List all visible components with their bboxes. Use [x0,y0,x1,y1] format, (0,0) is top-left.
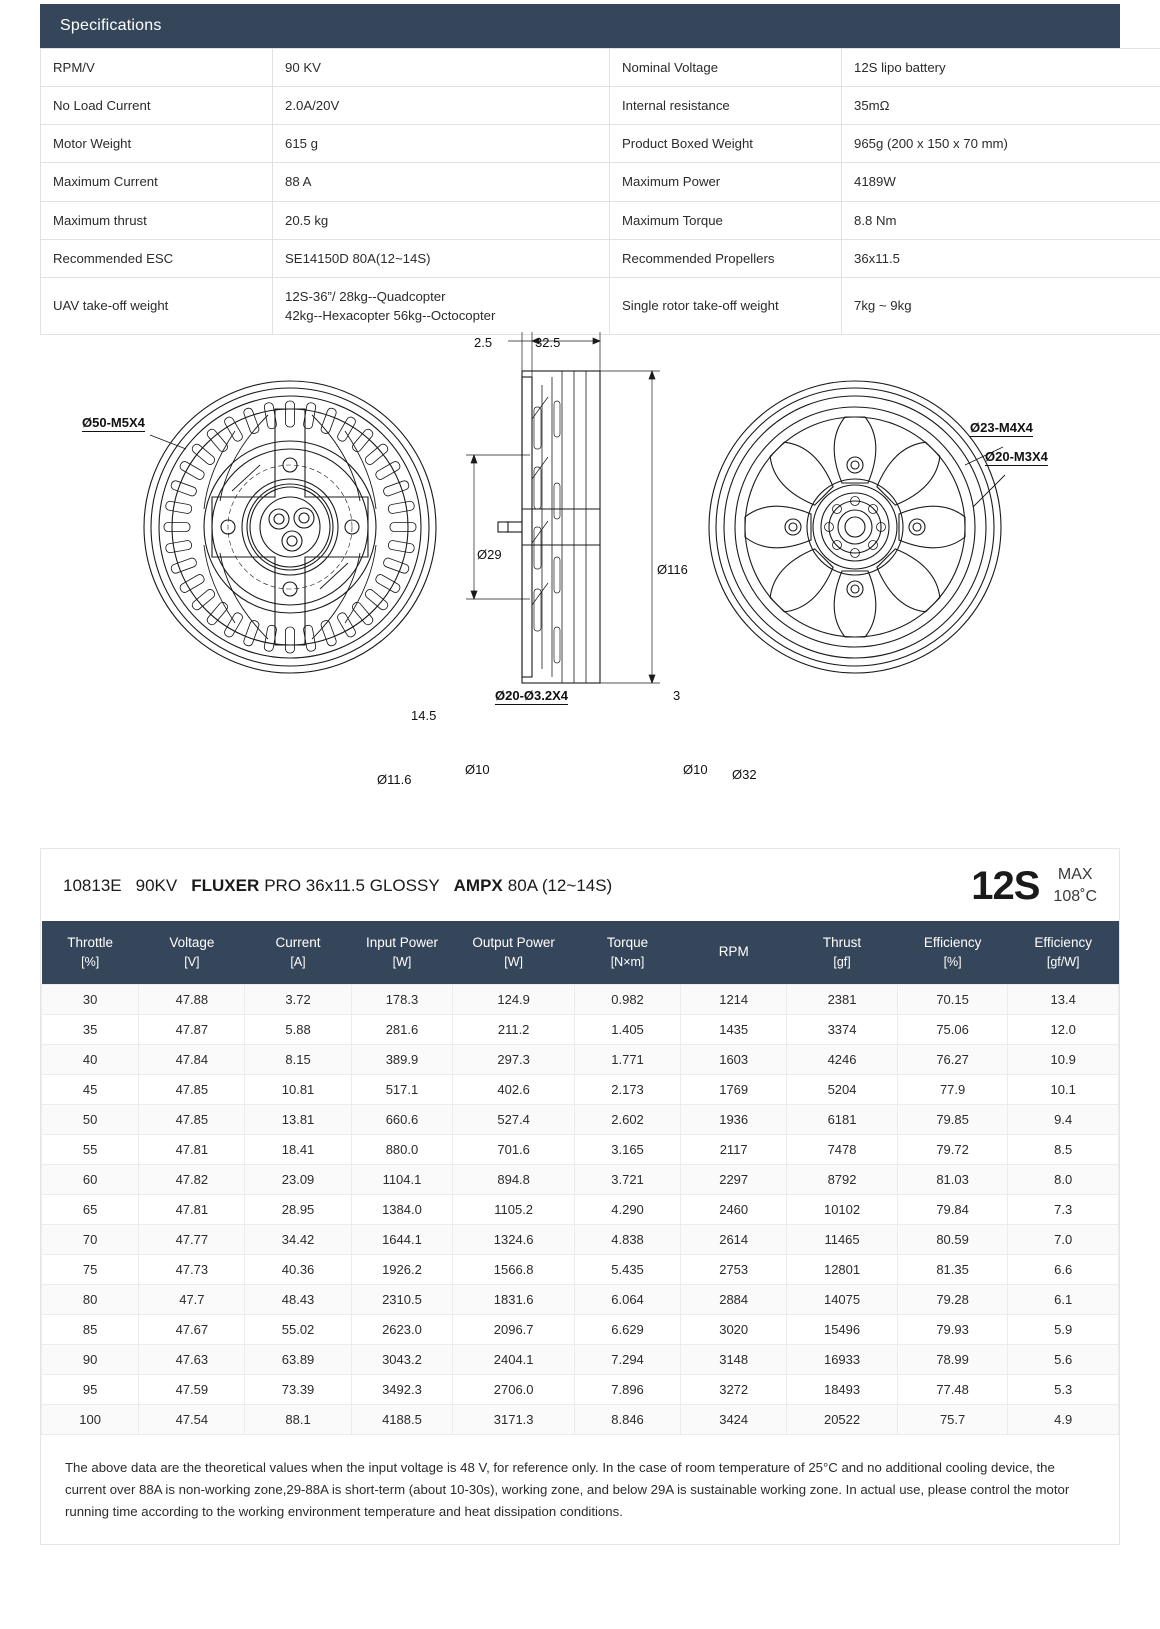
technical-drawing-section [0,322,1160,822]
table-cell: 7478 [787,1135,898,1165]
table-cell: 18493 [787,1375,898,1405]
table-cell: 6.629 [574,1315,680,1345]
table-cell: 73.39 [245,1375,351,1405]
table-cell: 79.72 [897,1135,1008,1165]
spec-label: RPM/V [41,49,273,87]
table-row [42,1165,1119,1195]
table-cell: 40 [42,1045,139,1075]
table-cell: 15496 [787,1315,898,1345]
column-header: RPM [681,921,787,985]
table-cell: 35 [42,1015,139,1045]
table-cell: 6.1 [1008,1285,1119,1315]
spec-value: 90 KV [273,49,610,87]
spec-row [41,163,1160,201]
table-cell: 47.54 [139,1405,245,1435]
table-cell: 48.43 [245,1285,351,1315]
table-cell: 2.602 [574,1105,680,1135]
spec-row [41,87,1160,125]
spec-label-2: Maximum Torque [610,201,842,239]
spec-value: 88 A [273,163,610,201]
table-cell: 47.59 [139,1375,245,1405]
table-cell: 12.0 [1008,1015,1119,1045]
table-cell: 8.846 [574,1405,680,1435]
motor-dimension-drawing [0,322,1160,822]
table-cell: 47.63 [139,1345,245,1375]
table-row [42,1015,1119,1045]
column-header: Efficiency [gf/W] [1008,921,1119,985]
table-cell: 81.35 [897,1255,1008,1285]
shaft-dim-head: Ø11.6 [377,772,412,787]
table-cell: 3.72 [245,985,351,1015]
table-cell: 2381 [787,985,898,1015]
spec-label: Recommended ESC [41,239,273,277]
table-cell: 2.173 [574,1075,680,1105]
table-cell: 4188.5 [351,1405,453,1435]
side-dim-inner-29: Ø29 [477,547,502,562]
column-header: Output Power [W] [453,921,575,985]
performance-footnote: The above data are the theoretical values when the input voltage is 48 V, for reference only. In the case of room temperature of 25°C and no additional cooling device, the current over 88A is non-working zone,29-88A is short-term (about 10-30s), working zone, and below 29A is sustainable working zone. In actual use, please control the motor running time according to the working environment temperature and heat dissipation conditions. [65,1460,1070,1519]
table-cell: 60 [42,1165,139,1195]
column-header: Input Power [W] [351,921,453,985]
table-header-row [42,921,1119,985]
spec-value-2: 8.8 Nm [842,201,1160,239]
table-cell: 5.3 [1008,1375,1119,1405]
spec-label-2: Nominal Voltage [610,49,842,87]
table-cell: 1435 [681,1015,787,1045]
table-cell: 5.435 [574,1255,680,1285]
table-cell: 1566.8 [453,1255,575,1285]
kv-rating: 90KV [135,876,178,895]
table-cell: 75 [42,1255,139,1285]
table-cell: 5204 [787,1075,898,1105]
column-header: Thrust [gf] [787,921,898,985]
table-cell: 28.95 [245,1195,351,1225]
spec-row [41,49,1160,87]
table-cell: 10102 [787,1195,898,1225]
table-cell: 47.82 [139,1165,245,1195]
performance-title-bar [41,849,1119,921]
max-label: MAX [1057,866,1093,884]
side-dim-32-5: 32.5 [535,335,561,350]
brand-name: FLUXER [191,876,260,895]
table-cell: 77.9 [897,1075,1008,1105]
table-row [42,1375,1119,1405]
table-cell: 78.99 [897,1345,1008,1375]
table-cell: 2404.1 [453,1345,575,1375]
specifications-header: Specifications [40,4,1120,48]
table-cell: 389.9 [351,1045,453,1075]
table-row [42,1255,1119,1285]
table-cell: 2753 [681,1255,787,1285]
table-cell: 660.6 [351,1105,453,1135]
column-header: Voltage [V] [139,921,245,985]
table-row [42,1105,1119,1135]
table-cell: 894.8 [453,1165,575,1195]
table-cell: 1769 [681,1075,787,1105]
table-cell: 1.405 [574,1015,680,1045]
table-cell: 65 [42,1195,139,1225]
table-row [42,1045,1119,1075]
spec-label: Maximum Current [41,163,273,201]
table-cell: 47.67 [139,1315,245,1345]
table-cell: 76.27 [897,1045,1008,1075]
table-cell: 5.88 [245,1015,351,1045]
table-cell: 281.6 [351,1015,453,1045]
table-cell: 47.81 [139,1195,245,1225]
table-cell: 55.02 [245,1315,351,1345]
table-cell: 47.77 [139,1225,245,1255]
spec-label: Motor Weight [41,125,273,163]
table-row [42,1225,1119,1255]
esc-spec: 80A (12~14S) [507,876,613,895]
table-cell: 1936 [681,1105,787,1135]
table-cell: 7.896 [574,1375,680,1405]
table-row [42,1075,1119,1105]
spec-value-2: 35mΩ [842,87,1160,125]
table-cell: 2117 [681,1135,787,1165]
spec-label-2: Product Boxed Weight [610,125,842,163]
table-cell: 3424 [681,1405,787,1435]
table-cell: 6181 [787,1105,898,1135]
table-cell: 7.0 [1008,1225,1119,1255]
table-cell: 6.6 [1008,1255,1119,1285]
table-cell: 12801 [787,1255,898,1285]
column-header: Efficiency [%] [897,921,1008,985]
table-cell: 90 [42,1345,139,1375]
performance-section [40,848,1120,1545]
table-cell: 1.771 [574,1045,680,1075]
spec-label-2: Maximum Power [610,163,842,201]
table-cell: 10.1 [1008,1075,1119,1105]
table-cell: 13.81 [245,1105,351,1135]
table-cell: 3374 [787,1015,898,1045]
column-header: Throttle [%] [42,921,139,985]
table-cell: 80.59 [897,1225,1008,1255]
table-cell: 77.48 [897,1375,1008,1405]
rear-view-bolt-label-m3: Ø20-M3X4 [985,449,1048,464]
table-cell: 63.89 [245,1345,351,1375]
table-row [42,1315,1119,1345]
table-row [42,1345,1119,1375]
table-cell: 4.290 [574,1195,680,1225]
table-row [42,1195,1119,1225]
table-cell: 55 [42,1135,139,1165]
table-cell: 10.81 [245,1075,351,1105]
front-view-bolt-label: Ø50-M5X4 [82,415,145,430]
rear-view-bolt-label-m4: Ø23-M4X4 [970,420,1033,435]
table-cell: 1644.1 [351,1225,453,1255]
table-cell: 1105.2 [453,1195,575,1225]
table-cell: 402.6 [453,1075,575,1105]
table-cell: 47.85 [139,1105,245,1135]
table-cell: 2884 [681,1285,787,1315]
table-cell: 79.28 [897,1285,1008,1315]
table-cell: 2706.0 [453,1375,575,1405]
spec-label-2: Single rotor take-off weight [610,277,842,334]
washer-dim-thickness: 3 [673,688,681,703]
spec-label-2: Recommended Propellers [610,239,842,277]
spec-label: No Load Current [41,87,273,125]
esc-brand: AMPX [453,876,503,895]
spec-label-2: Internal resistance [610,87,842,125]
table-cell: 20522 [787,1405,898,1435]
table-cell: 34.42 [245,1225,351,1255]
table-cell: 124.9 [453,985,575,1015]
table-cell: 8.0 [1008,1165,1119,1195]
table-cell: 75.7 [897,1405,1008,1435]
spec-value: 12S-36”/ 28kg--Quadcopter 42kg--Hexacopter 56kg--Octocopter [273,277,610,334]
table-cell: 50 [42,1105,139,1135]
table-row [42,985,1119,1015]
table-cell: 1831.6 [453,1285,575,1315]
spec-value: SE14150D 80A(12~14S) [273,239,610,277]
table-cell: 47.73 [139,1255,245,1285]
spec-row [41,201,1160,239]
side-dim-2-5: 2.5 [474,335,493,350]
spec-value-2: 4189W [842,163,1160,201]
table-cell: 8.5 [1008,1135,1119,1165]
table-cell: 2460 [681,1195,787,1225]
table-cell: 7.294 [574,1345,680,1375]
spec-value-2: 965g (200 x 150 x 70 mm) [842,125,1160,163]
table-cell: 0.982 [574,985,680,1015]
table-cell: 79.93 [897,1315,1008,1345]
table-cell: 5.9 [1008,1315,1119,1345]
shaft-dim-length: 14.5 [411,708,437,723]
table-cell: 3272 [681,1375,787,1405]
table-cell: 5.6 [1008,1345,1119,1375]
performance-badges [971,864,1097,907]
table-cell: 527.4 [453,1105,575,1135]
table-cell: 2096.7 [453,1315,575,1345]
mount-plate-label: Ø20-Ø3.2X4 [495,688,568,703]
table-cell: 1603 [681,1045,787,1075]
table-cell: 211.2 [453,1015,575,1045]
table-cell: 75.06 [897,1015,1008,1045]
table-cell: 1214 [681,985,787,1015]
table-cell: 3043.2 [351,1345,453,1375]
table-cell: 16933 [787,1345,898,1375]
table-cell: 13.4 [1008,985,1119,1015]
table-cell: 8792 [787,1165,898,1195]
washer-dim-bore: Ø10 [683,762,708,777]
table-row [42,1285,1119,1315]
table-cell: 100 [42,1405,139,1435]
table-cell: 95 [42,1375,139,1405]
table-cell: 10.9 [1008,1045,1119,1075]
table-cell: 88.1 [245,1405,351,1435]
spec-row [41,239,1160,277]
table-cell: 18.41 [245,1135,351,1165]
side-dim-outer-116: Ø116 [657,562,688,577]
table-cell: 1926.2 [351,1255,453,1285]
table-cell: 178.3 [351,985,453,1015]
spec-label: Maximum thrust [41,201,273,239]
table-cell: 30 [42,985,139,1015]
table-cell: 2310.5 [351,1285,453,1315]
table-cell: 3020 [681,1315,787,1345]
table-cell: 70.15 [897,985,1008,1015]
table-cell: 4.838 [574,1225,680,1255]
spec-value: 2.0A/20V [273,87,610,125]
table-cell: 11465 [787,1225,898,1255]
table-cell: 47.88 [139,985,245,1015]
table-row [42,1405,1119,1435]
table-cell: 45 [42,1075,139,1105]
spec-value-2: 7kg ~ 9kg [842,277,1160,334]
table-cell: 4246 [787,1045,898,1075]
table-cell: 47.84 [139,1045,245,1075]
cell-count-badge: 12S [971,864,1040,908]
table-cell: 1324.6 [453,1225,575,1255]
table-cell: 9.4 [1008,1105,1119,1135]
table-cell: 1104.1 [351,1165,453,1195]
table-row [42,1135,1119,1165]
table-cell: 79.84 [897,1195,1008,1225]
table-cell: 40.36 [245,1255,351,1285]
table-cell: 47.7 [139,1285,245,1315]
table-cell: 8.15 [245,1045,351,1075]
performance-title-text [63,876,971,896]
max-temp-value: 108˚C [1053,888,1097,905]
table-cell: 3.721 [574,1165,680,1195]
table-cell: 2614 [681,1225,787,1255]
table-cell: 85 [42,1315,139,1345]
table-cell: 80 [42,1285,139,1315]
table-cell: 2297 [681,1165,787,1195]
model-number: 10813E [63,876,122,895]
table-cell: 1384.0 [351,1195,453,1225]
table-cell: 7.3 [1008,1195,1119,1225]
table-cell: 2623.0 [351,1315,453,1345]
max-temperature-badge [1053,864,1097,907]
spec-value: 20.5 kg [273,201,610,239]
propeller-spec: PRO 36x11.5 GLOSSY [264,876,440,895]
table-cell: 79.85 [897,1105,1008,1135]
table-cell: 701.6 [453,1135,575,1165]
table-cell: 297.3 [453,1045,575,1075]
table-cell: 4.9 [1008,1405,1119,1435]
table-cell: 81.03 [897,1165,1008,1195]
table-cell: 6.064 [574,1285,680,1315]
column-header: Current [A] [245,921,351,985]
spec-row [41,125,1160,163]
washer-dim-outer: Ø32 [732,767,757,782]
spec-value-2: 12S lipo battery [842,49,1160,87]
table-cell: 517.1 [351,1075,453,1105]
table-cell: 3.165 [574,1135,680,1165]
table-cell: 3171.3 [453,1405,575,1435]
table-cell: 70 [42,1225,139,1255]
table-cell: 3492.3 [351,1375,453,1405]
table-cell: 47.87 [139,1015,245,1045]
performance-data-table [41,921,1119,1435]
table-cell: 47.85 [139,1075,245,1105]
table-cell: 23.09 [245,1165,351,1195]
spec-value-2: 36x11.5 [842,239,1160,277]
spec-label: UAV take-off weight [41,277,273,334]
table-cell: 47.81 [139,1135,245,1165]
specifications-section [40,4,1120,335]
table-cell: 3148 [681,1345,787,1375]
table-cell: 880.0 [351,1135,453,1165]
shaft-dim-body: Ø10 [465,762,490,777]
spec-value: 615 g [273,125,610,163]
column-header: Torque [N×m] [574,921,680,985]
specifications-table [40,48,1160,335]
table-cell: 14075 [787,1285,898,1315]
